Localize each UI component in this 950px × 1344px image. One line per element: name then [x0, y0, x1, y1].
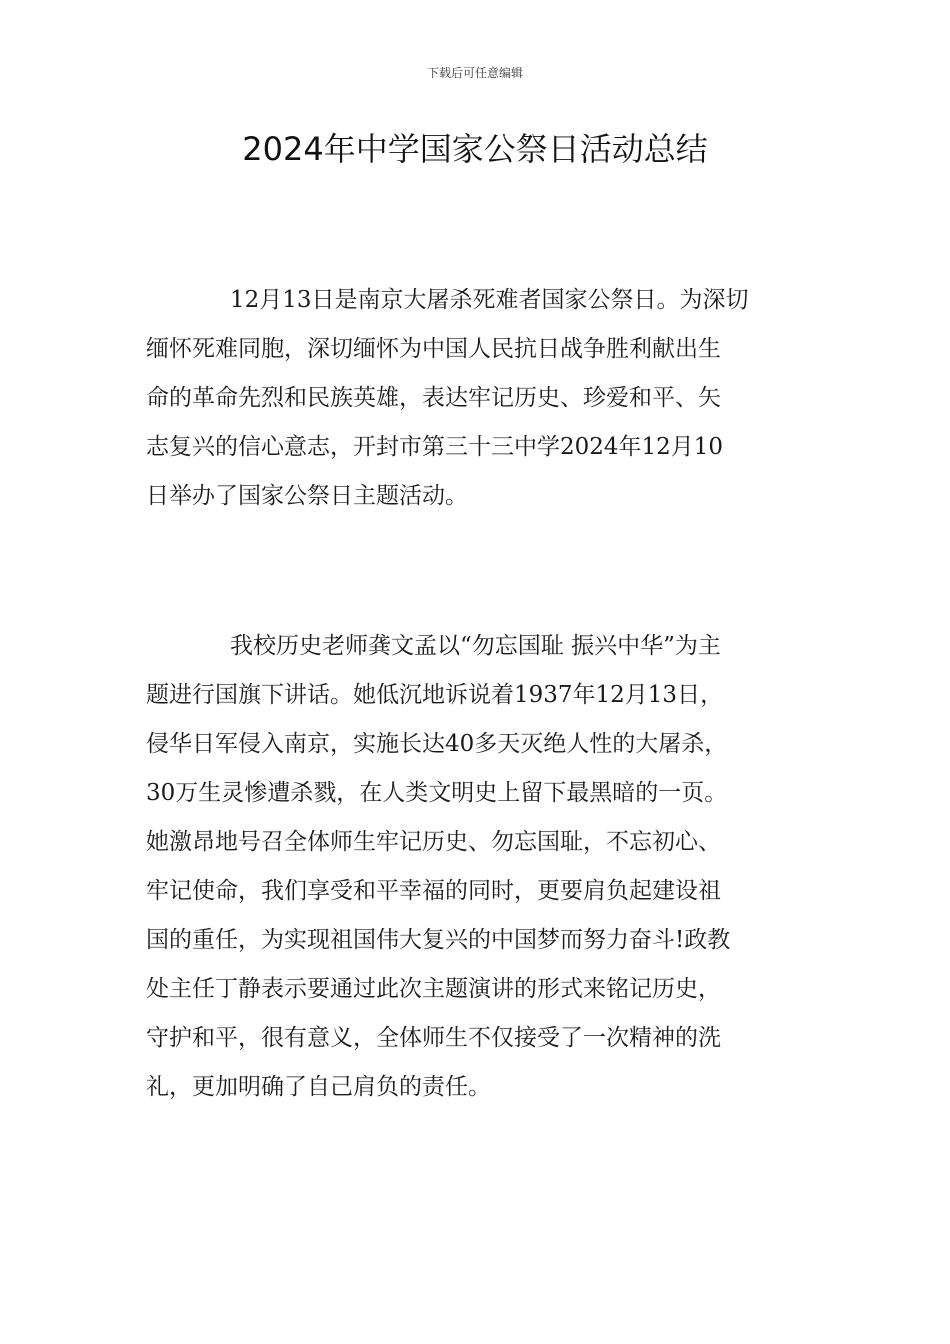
paragraph-line: 她激昂地号召全体师生牢记历史、勿忘国耻，不忘初心、	[146, 829, 721, 855]
paragraph-line: 题进行国旗下讲话。她低沉地诉说着1937年12月13日，	[146, 682, 724, 708]
paragraph-line: 12月13日是南京大屠杀死难者国家公祭日。为深切	[230, 287, 749, 313]
paragraph-line: 命的革命先烈和民族英雄，表达牢记历史、珍爱和平、矢	[146, 385, 721, 411]
document-title: 2024年中学国家公祭日活动总结	[242, 130, 708, 168]
paragraph-line: 国的重任，为实现祖国伟大复兴的中国梦而努力奋斗!政教	[146, 927, 731, 953]
paragraph-line: 30万生灵惨遭杀戮，在人类文明史上留下最黑暗的一页。	[146, 780, 728, 806]
paragraph-line: 礼，更加明确了自己肩负的责任。	[146, 1074, 491, 1100]
paragraph-line: 侵华日军侵入南京，实施长达40多天灭绝人性的大屠杀，	[146, 731, 728, 757]
paragraph-line: 牢记使命，我们享受和平幸福的同时，更要肩负起建设祖	[146, 878, 721, 904]
paragraph-line: 守护和平，很有意义，全体师生不仅接受了一次精神的洗	[146, 1025, 721, 1051]
paragraph-1	[146, 276, 836, 521]
paragraph-line: 日举办了国家公祭日主题活动。	[146, 483, 468, 509]
paragraph-2	[146, 622, 836, 1112]
paragraph-line: 处主任丁静表示要通过此次主题演讲的形式来铭记历史，	[146, 976, 721, 1002]
header-note: 下载后可任意编辑	[426, 66, 523, 80]
paragraph-line: 志复兴的信心意志，开封市第三十三中学2024年12月10	[146, 434, 724, 460]
paragraph-line: 缅怀死难同胞，深切缅怀为中国人民抗日战争胜利献出生	[146, 336, 721, 362]
paragraph-line: 我校历史老师龚文孟以“勿忘国耻 振兴中华”为主	[230, 633, 721, 659]
